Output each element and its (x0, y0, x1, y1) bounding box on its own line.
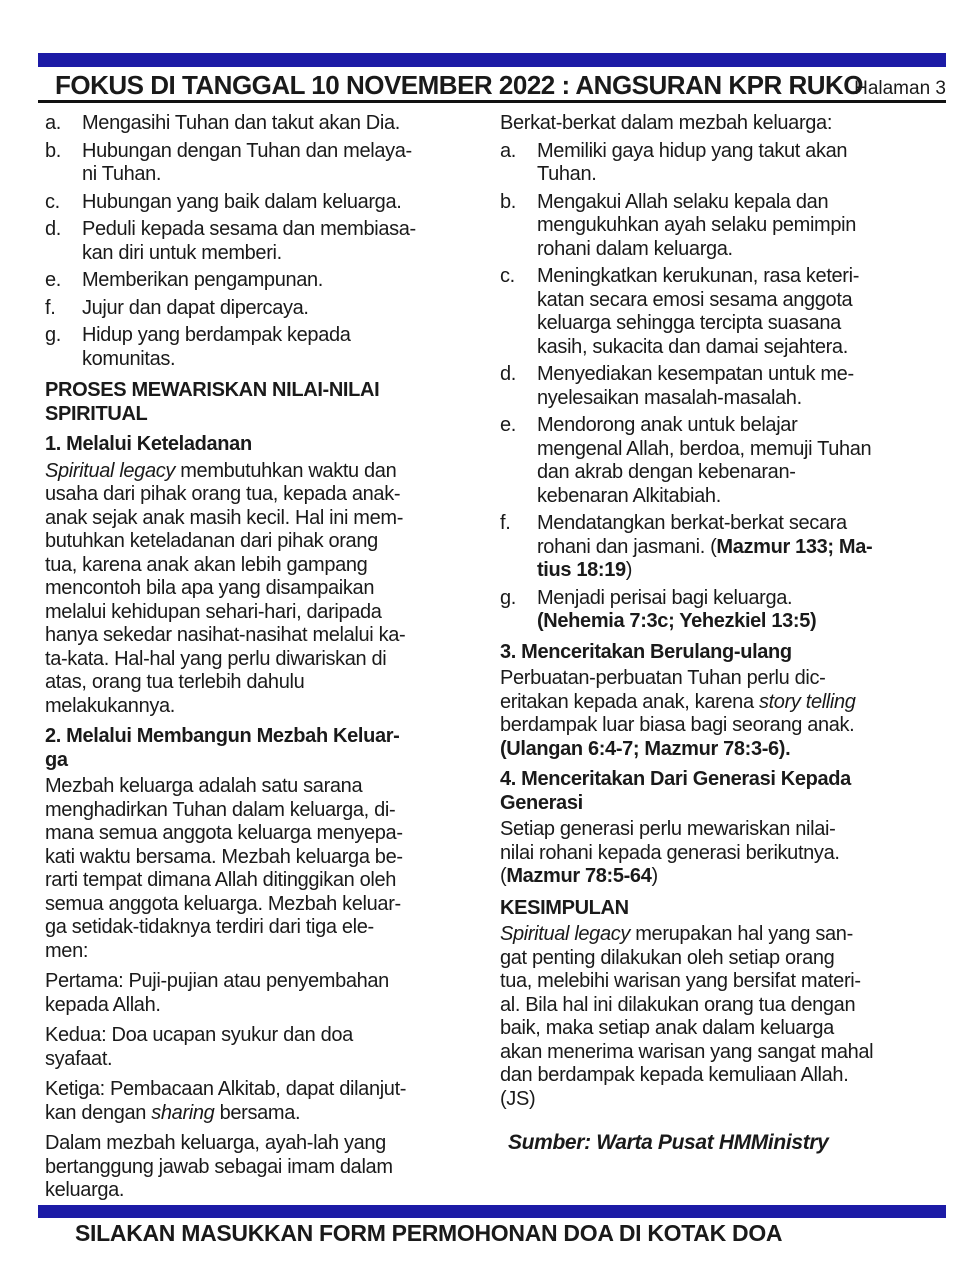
paragraph: Setiap generasi perlu mewariskan nilai- nilai rohani kepada generasi berikutnya. (Mazmur 78:5-64) (500, 818, 840, 887)
values-list (45, 112, 483, 371)
list-marker: g. (45, 324, 61, 346)
list-text: Memberikan pengampunan. (82, 269, 323, 291)
list-marker: f. (45, 296, 56, 319)
list-marker: d. (45, 218, 61, 240)
article-body (45, 112, 951, 1210)
paragraph: Perbuatan-perbuatan Tuhan perlu dic- eritakan kepada anak, karena story telling berdampak luar biasa bagi seorang anak. (Ulangan 6:4-7; Mazmur 78:3-6). (500, 667, 856, 760)
list-text: Hidup yang berdampak kepada komunitas. (82, 324, 351, 370)
list-text: Mengasihi Tuhan dan takut akan Dia. (82, 112, 400, 134)
list-item (500, 414, 951, 508)
list-marker: a. (500, 139, 516, 162)
footer-note: SILAKAN MASUKKAN FORM PERMOHONAN DOA DI KOTAK DOA (75, 1220, 783, 1246)
source-credit: Sumber: Warta Pusat HMMinistry (508, 1131, 829, 1154)
list-marker: c. (45, 190, 60, 213)
subsection-heading: 4. Menceritakan Dari Generasi Kepada Generasi (500, 768, 851, 814)
subsection-heading: 2. Melalui Membangun Mezbah Keluar- ga (45, 725, 400, 771)
section-heading: KESIMPULAN (500, 896, 629, 919)
subsection-heading: 1. Melalui Keteladanan (45, 433, 252, 455)
list-text: Jujur dan dapat dipercaya. (82, 296, 309, 319)
subsection-heading: 3. Menceritakan Berulang-ulang (500, 640, 792, 663)
page-number: Halaman 3 (854, 78, 946, 99)
list-marker: e. (45, 269, 61, 291)
list-text: Meningkatkan kerukunan, rasa keteri- katan secara emosi sesama anggota keluarga sehingga tercipta suasana kasih, sukacita dan damai sejahtera. (537, 265, 860, 358)
header-rule (38, 100, 946, 103)
list-text: Menyediakan kesempatan untuk me- nyelesaikan masalah-masalah. (537, 363, 854, 409)
list-text: Hubungan dengan Tuhan dan melaya- ni Tuhan. (82, 139, 412, 185)
list-item (45, 297, 483, 321)
list-marker: a. (45, 112, 61, 134)
list-item (45, 269, 483, 293)
top-accent-bar (38, 53, 946, 67)
list-item (45, 324, 483, 371)
list-item (500, 191, 951, 262)
list-marker: e. (500, 414, 516, 436)
left-column (45, 112, 483, 1210)
page-title: FOKUS DI TANGGAL 10 NOVEMBER 2022 : ANGSURAN KPR RUKO (55, 70, 864, 100)
list-marker: b. (500, 190, 516, 213)
paragraph: Mezbah keluarga adalah satu sarana menghadirkan Tuhan dalam keluarga, di- mana semua anggota keluarga menyepa- kati waktu bersama. Mezbah keluarga be- rarti tempat dimana Allah ditinggikan oleh semua anggota keluarga. Mezbah keluar- ga setidak-tidaknya terdiri dari tiga ele- men: (45, 775, 403, 962)
list-text: Hubungan yang baik dalam keluarga. (82, 190, 402, 213)
section-heading: PROSES MEWARISKAN NILAI-NILAI SPIRITUAL (45, 379, 380, 425)
right-column (500, 112, 951, 1210)
list-marker: g. (500, 586, 516, 609)
list-text: Mendorong anak untuk belajar mengenal Allah, berdoa, memuji Tuhan dan akrab dengan kebenaran- kebenaran Alkitabiah. (537, 414, 872, 507)
list-text: Peduli kepada sesama dan membiasa- kan diri untuk memberi. (82, 218, 416, 264)
list-marker: d. (500, 363, 516, 385)
paragraph: Pertama: Puji-pujian atau penyembahan kepada Allah. (45, 970, 389, 1016)
list-text: Memiliki gaya hidup yang takut akan Tuhan. (537, 139, 848, 185)
paragraph: Spiritual legacy merupakan hal yang san- gat penting dilakukan oleh setiap orang tua, melebihi warisan yang bersifat materi- al. Bila hal ini dilakukan orang tua dengan baik, maka setiap anak dalam keluarga akan menerima warisan yang sangat mahal dan berdampak kepada kemuliaan Allah. (JS) (500, 923, 874, 1110)
paragraph: Kedua: Doa ucapan syukur dan doa syafaat. (45, 1024, 353, 1070)
list-item (500, 512, 951, 583)
list-text: Menjadi perisai bagi keluarga. (Nehemia 7:3c; Yehezkiel 13:5) (537, 586, 817, 632)
list-item (45, 140, 483, 187)
blessings-list (500, 140, 951, 634)
list-item (500, 140, 951, 187)
list-item (45, 191, 483, 215)
list-item (500, 265, 951, 359)
footer-accent-bar (38, 1205, 946, 1218)
paragraph: Dalam mezbah keluarga, ayah-lah yang bertanggung jawab sebagai imam dalam keluarga. (45, 1132, 393, 1201)
list-item (500, 363, 951, 410)
paragraph: Berkat-berkat dalam mezbah keluarga: (500, 112, 833, 134)
list-text: Mendatangkan berkat-berkat secara rohani dan jasmani. (Mazmur 133; Ma- tius 18:19) (537, 512, 873, 581)
list-text: Mengakui Allah selaku kepala dan mengukuhkan ayah selaku pemimpin rohani dalam keluarga. (537, 190, 856, 260)
list-marker: f. (500, 512, 511, 534)
list-marker: b. (45, 139, 61, 162)
list-item (500, 587, 951, 634)
list-item (45, 112, 483, 136)
paragraph: Ketiga: Pembacaan Alkitab, dapat dilanjut- kan dengan sharing bersama. (45, 1078, 407, 1124)
paragraph: Spiritual legacy membutuhkan waktu dan usaha dari pihak orang tua, kepada anak- anak sejak anak masih kecil. Hal ini mem- butuhkan keteladanan dari pihak orang tua, karena anak akan lebih gampang mencontoh bila apa yang disampaikan melalui kehidupan sehari-hari, daripada hanya sekedar nasihat-nasihat melalui ka- ta-kata. Hal-hal yang perlu diwariskan di atas, orang tua terlebih dahulu melakukannya. (45, 459, 406, 717)
list-item (45, 218, 483, 265)
list-marker: c. (500, 265, 515, 287)
